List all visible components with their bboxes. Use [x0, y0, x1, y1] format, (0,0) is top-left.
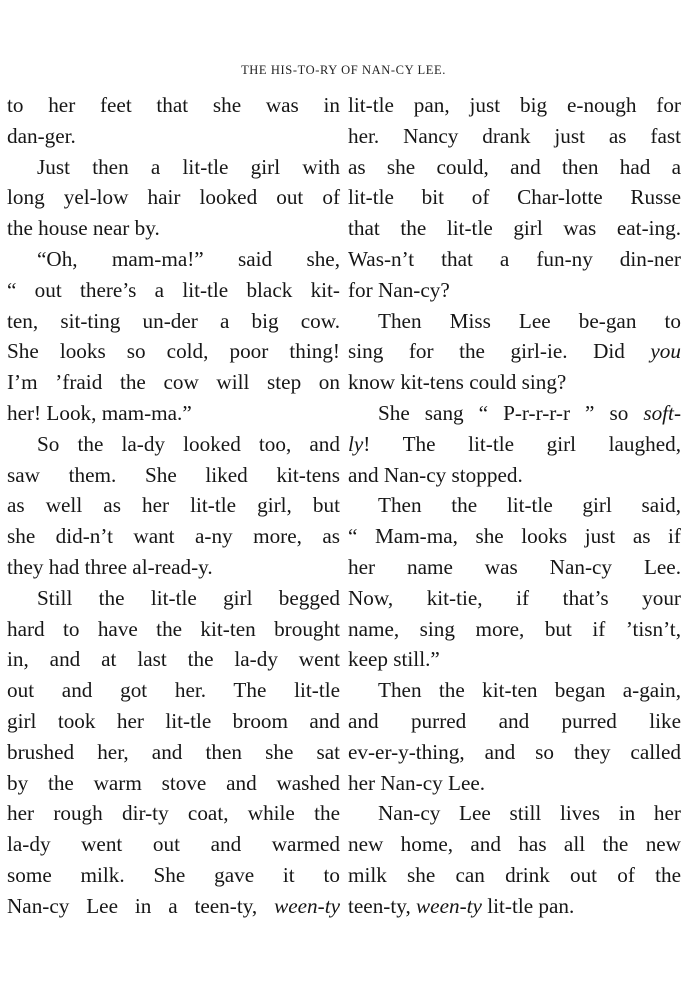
text-line	[348, 152, 681, 183]
line-text: Just then a lit-tle girl with	[37, 154, 340, 179]
line-text: milk she can drink out of the	[348, 862, 681, 887]
text-line	[7, 675, 340, 706]
line-text: her name was Nan-cy Lee.	[348, 554, 681, 579]
text-line	[7, 367, 340, 398]
text-line	[348, 768, 681, 799]
text-line	[7, 768, 340, 799]
line-text: “Oh, mam-ma!” said she,	[37, 246, 340, 271]
line-text: and Nan-cy stopped.	[348, 462, 523, 487]
line-text: I’m ’fraid the cow will step on	[7, 370, 340, 395]
text-line	[348, 891, 681, 922]
text-line	[348, 90, 681, 121]
line-text: “ out there’s a lit-tle black kit-	[7, 277, 340, 302]
line-text: la-dy went out and warmed	[7, 832, 340, 857]
text-line	[7, 490, 340, 521]
italic-word: ly	[348, 431, 364, 456]
line-text: lit-tle bit of Char-lotte Russe	[348, 185, 681, 210]
text-line	[348, 521, 681, 552]
line-text: Then Miss Lee be-gan to	[378, 308, 681, 333]
text-line	[348, 798, 681, 829]
text-line	[7, 90, 340, 121]
line-text: Still the lit-tle girl begged	[37, 585, 340, 610]
text-line	[7, 244, 340, 275]
text-line	[7, 182, 340, 213]
line-text: her rough dir-ty coat, while the	[7, 801, 340, 826]
text-line	[7, 398, 340, 429]
line-text: girl took her lit-tle broom and	[7, 708, 340, 733]
line-text: name, sing more, but if ’tisn’t,	[348, 616, 681, 641]
line-text: Then the kit-ten began a-gain,	[378, 678, 681, 703]
line-text: the house near by.	[7, 216, 160, 241]
line-text: Was-n’t that a fun-ny din-ner	[348, 246, 681, 271]
text-line	[7, 891, 340, 922]
line-text: that the lit-tle girl was eat-ing.	[348, 216, 681, 241]
text-line	[348, 275, 681, 306]
text-line	[348, 829, 681, 860]
line-text: She sang “ P-r-r-r-r ” so	[378, 400, 629, 425]
text-line	[348, 306, 681, 337]
line-text: sing for the girl-ie. Did	[348, 339, 625, 364]
text-line	[348, 213, 681, 244]
line-text: some milk. She gave it to	[7, 862, 340, 887]
line-text: know kit-tens could sing?	[348, 370, 567, 395]
text-line	[7, 829, 340, 860]
text-line	[348, 367, 681, 398]
text-line	[7, 306, 340, 337]
line-text: her! Look, mam-ma.”	[7, 400, 192, 425]
right-column	[348, 90, 681, 922]
text-line	[7, 614, 340, 645]
line-text: Then the lit-tle girl said,	[378, 493, 681, 518]
text-line	[7, 737, 340, 768]
line-text: as well as her lit-tle girl, but	[7, 493, 340, 518]
line-text: lit-tle pan, just big e-nough for	[348, 93, 681, 117]
text-line	[348, 460, 681, 491]
line-text: dan-ger.	[7, 123, 76, 148]
text-line	[348, 614, 681, 645]
italic-word: ween-ty	[274, 893, 340, 918]
text-line	[7, 460, 340, 491]
line-text: lit-tle pan.	[487, 893, 575, 918]
text-line	[348, 182, 681, 213]
text-line	[348, 860, 681, 891]
line-text: ! The lit-tle girl laughed,	[363, 431, 681, 456]
text-line	[7, 552, 340, 583]
italic-word: soft-	[643, 400, 681, 425]
text-line	[348, 490, 681, 521]
line-text: Nan-cy Lee still lives in her	[378, 801, 681, 826]
line-text: ten, sit-ting un-der a big cow.	[7, 308, 340, 333]
left-column	[7, 90, 340, 922]
text-line	[348, 398, 681, 429]
text-line	[7, 121, 340, 152]
text-line	[7, 706, 340, 737]
text-line	[7, 583, 340, 614]
text-line	[348, 336, 681, 367]
text-line	[348, 706, 681, 737]
line-text: as she could, and then had a	[348, 154, 681, 179]
line-text: “ Mam-ma, she looks just as if	[348, 524, 681, 549]
text-line	[7, 798, 340, 829]
text-line	[7, 152, 340, 183]
text-line	[7, 213, 340, 244]
line-text: she did-n’t want a-ny more, as	[7, 524, 340, 549]
text-line	[7, 336, 340, 367]
line-text: So the la-dy looked too, and	[37, 431, 340, 456]
text-line	[348, 552, 681, 583]
text-line	[7, 521, 340, 552]
text-line	[7, 429, 340, 460]
line-text: in, and at last the la-dy went	[7, 647, 340, 672]
text-line	[348, 675, 681, 706]
line-text: new home, and has all the new	[348, 832, 681, 857]
line-text: keep still.”	[348, 647, 440, 672]
line-text: and purred and purred like	[348, 708, 681, 733]
line-text: Nan-cy Lee in a teen-ty,	[7, 893, 258, 918]
line-text: She looks so cold, poor thing!	[7, 339, 340, 364]
line-text: her. Nancy drank just as fast	[348, 123, 681, 148]
text-line	[348, 121, 681, 152]
line-text: they had three al-read-y.	[7, 554, 213, 579]
line-text: hard to have the kit-ten brought	[7, 616, 340, 641]
line-text: her Nan-cy Lee.	[348, 770, 486, 795]
text-line	[348, 429, 681, 460]
line-text: by the warm stove and washed	[7, 770, 340, 795]
line-text: to her feet that she was in	[7, 93, 340, 117]
line-text: for Nan-cy?	[348, 277, 450, 302]
line-text: out and got her. The lit-tle	[7, 678, 340, 703]
line-text: long yel-low hair looked out of	[7, 185, 340, 210]
text-line	[7, 275, 340, 306]
italic-word: ween-ty	[416, 893, 482, 918]
text-line	[348, 644, 681, 675]
text-line	[348, 737, 681, 768]
running-head: THE HIS-TO-RY OF NAN-CY LEE.	[241, 63, 446, 77]
italic-word: you	[650, 339, 681, 364]
text-line	[7, 860, 340, 891]
text-line	[348, 583, 681, 614]
line-text: brushed her, and then she sat	[7, 739, 340, 764]
line-text: teen-ty,	[348, 893, 411, 918]
text-line	[348, 244, 681, 275]
text-line	[7, 644, 340, 675]
line-text: Now, kit-tie, if that’s your	[348, 585, 681, 610]
line-text: ev-er-y-thing, and so they called	[348, 739, 681, 764]
line-text: saw them. She liked kit-tens	[7, 462, 340, 487]
